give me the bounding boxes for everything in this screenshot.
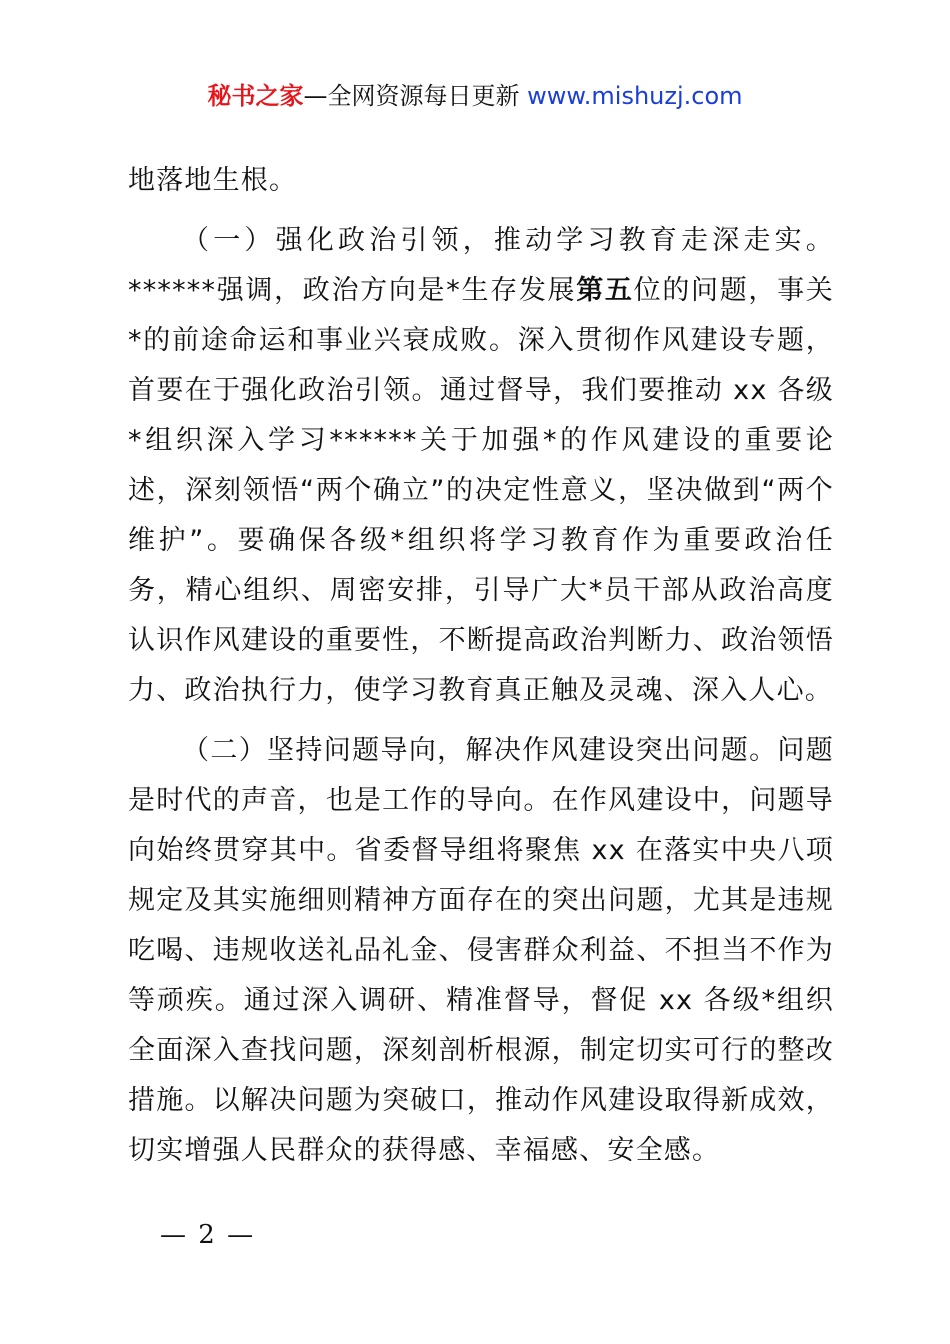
- document-body: [128, 156, 834, 1176]
- page-number: — 2 —: [160, 1220, 256, 1250]
- section-one-bold-text: 第五: [576, 275, 634, 306]
- watermark-header: [0, 80, 950, 112]
- section-one-text-start: （一）强化政治引领，推动学习教育走深走实。******强调，政治方向是*生存发展: [128, 225, 834, 306]
- website-link[interactable]: www.mishuzj.com: [527, 82, 743, 110]
- section-one-paragraph: [128, 216, 834, 716]
- section-one-text-end: 位的问题，事关*的前途命运和事业兴衰成败。深入贯彻作风建设专题，首要在于强化政治引领。通过督导，我们要推动 xx 各级*组织深入学习******关于加强*的作风建设的重要论述，深刻领悟“两个确立”的决定性意义，坚决做到“两个维护”。要确保各级*组织将学习教育作为重要政治任务，精心组织、周密安排，引导广大*员干部从政治高度认识作风建设的重要性，不断提高政治判断力、政治领悟力、政治执行力，使学习教育真正触及灵魂、深入人心。: [128, 275, 834, 706]
- continuation-paragraph: 地落地生根。: [128, 165, 298, 196]
- section-two-paragraph: （二）坚持问题导向，解决作风建设突出问题。问题是时代的声音，也是工作的导向。在作风建设中，问题导向始终贯穿其中。省委督导组将聚焦 xx 在落实中央八项规定及其实施细则精神方面存在的突出问题，尤其是违规吃喝、违规收送礼品礼金、侵害群众利益、不担当不作为等顽疾。通过深入调研、精准督导，督促 xx 各级*组织全面深入查找问题，深刻剖析根源，制定切实可行的整改措施。以解决问题为突破口，推动作风建设取得新成效，切实增强人民群众的获得感、幸福感、安全感。: [128, 735, 834, 1166]
- header-tagline: —全网资源每日更新: [303, 82, 528, 110]
- brand-name: 秘书之家: [207, 82, 304, 110]
